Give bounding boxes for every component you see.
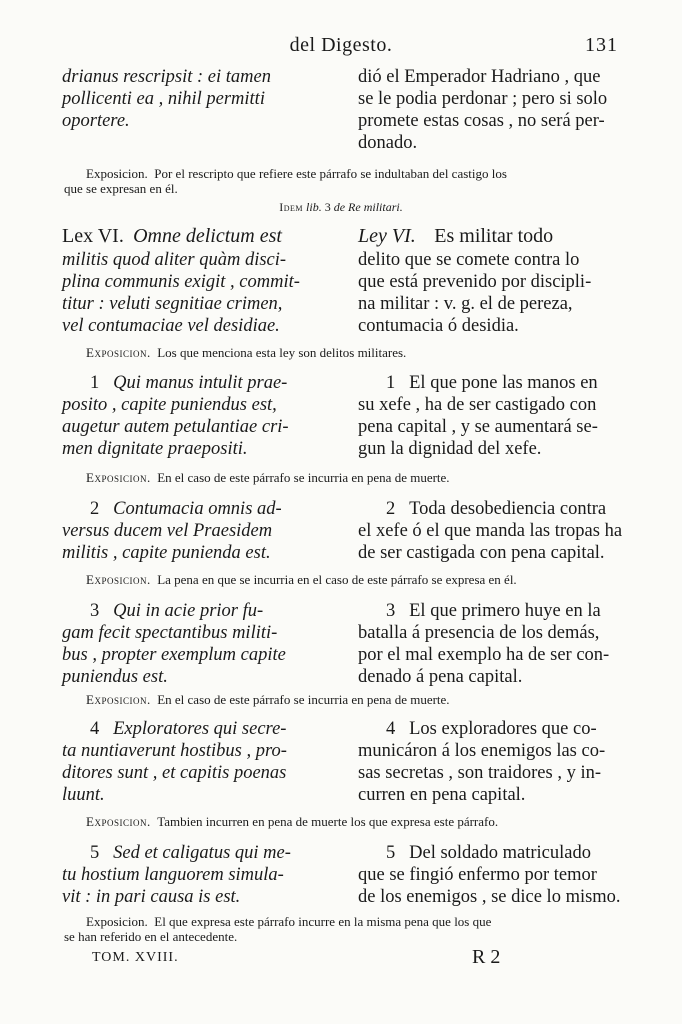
spanish-line: El que pone las manos en — [409, 373, 598, 393]
paragraph-number: 3 — [90, 601, 100, 621]
paragraph-number: 1 — [90, 373, 100, 393]
paragraph-2 — [62, 498, 624, 564]
latin-line: Qui in acie prior fu- — [113, 601, 264, 621]
page-number: 131 — [585, 34, 618, 56]
exposicion-label: Exposicion. — [86, 572, 151, 587]
exposicion-text: Tambien incurren en pena de muerte los que expresa este párrafo. — [157, 814, 499, 829]
spanish-line: contumacia ó desidia. — [358, 316, 519, 336]
exposicion-text: La pena en que se incurria en el caso de este párrafo se expresa en él. — [157, 572, 517, 587]
spanish-line: que se fingió enfermo por temor — [358, 865, 597, 885]
paragraph-number: 1 — [386, 373, 396, 393]
exposicion-label: Exposicion. — [86, 914, 148, 929]
exposicion-text: que se expresan en él. — [64, 181, 178, 196]
paragraph-number: 4 — [90, 719, 100, 739]
paragraph-number: 2 — [90, 499, 100, 519]
exposicion-note — [86, 692, 626, 707]
spanish-line: promete estas cosas , no será per- — [358, 111, 605, 131]
exposicion-text: En el caso de este párrafo se incurria en pena de muerte. — [157, 692, 450, 707]
spanish-line: se le podia perdonar ; pero si solo — [358, 89, 608, 109]
exposicion-label: Exposicion. — [86, 470, 151, 485]
exposicion-label: Exposicion. — [86, 166, 148, 181]
latin-line: vel contumaciae vel desidiae. — [62, 316, 280, 336]
lex-label: Lex VI. — [62, 225, 124, 247]
latin-line: Sed et caligatus qui me- — [113, 843, 291, 863]
paragraph-3 — [62, 600, 624, 688]
exposicion-text: El que expresa este párrafo incurre en la misma pena que los que — [154, 914, 492, 929]
latin-line: luunt. — [62, 785, 105, 805]
spanish-line: batalla á presencia de los demás, — [358, 623, 600, 643]
latin-line: ta nuntiaverunt hostibus , pro- — [62, 741, 287, 761]
spanish-column — [358, 498, 624, 564]
exposicion-note — [86, 345, 626, 360]
paragraph-number: 2 — [386, 499, 396, 519]
paragraph-number: 5 — [386, 843, 396, 863]
exposicion-note — [86, 470, 626, 485]
spanish-line: gun la dignidad del xefe. — [358, 439, 542, 459]
latin-line: posito , capite puniendus est, — [62, 395, 277, 415]
exposicion-text: se han referido en el antecedente. — [64, 929, 238, 944]
spanish-column — [358, 718, 624, 806]
paragraph-4 — [62, 718, 624, 806]
lib-label: lib. — [306, 200, 322, 214]
spanish-line: donado. — [358, 133, 418, 153]
latin-line: vit : in pari causa is est. — [62, 887, 241, 907]
latin-column — [62, 498, 332, 564]
idem-label: Idem — [279, 200, 304, 214]
exposicion-text: En el caso de este párrafo se incurria en pena de muerte. — [157, 470, 450, 485]
exposicion-note — [86, 572, 626, 587]
spanish-line: Toda desobediencia contra — [409, 499, 607, 519]
page-footer — [92, 946, 542, 974]
latin-line: oportere. — [62, 111, 130, 131]
spanish-line: pena capital , y se aumentará se- — [358, 417, 598, 437]
latin-column — [62, 600, 332, 688]
latin-line: Exploratores qui secre- — [113, 719, 287, 739]
running-title: del Digesto. — [289, 34, 393, 56]
latin-line: versus ducem vel Praesidem — [62, 521, 273, 541]
spanish-column — [358, 66, 624, 154]
latin-line: bus , propter exemplum capite — [62, 645, 286, 665]
spanish-line: que está prevenido por discipli- — [358, 272, 592, 292]
signature-mark: R 2 — [472, 946, 501, 968]
latin-line: Qui manus intulit prae- — [113, 373, 288, 393]
exposicion-note — [86, 814, 626, 829]
latin-line: Contumacia omnis ad- — [113, 499, 282, 519]
exposicion-label: Exposicion. — [86, 692, 151, 707]
spanish-line: El que primero huye en la — [409, 601, 601, 621]
spanish-line: Es militar todo — [434, 225, 554, 247]
spanish-line: curren en pena capital. — [358, 785, 526, 805]
spanish-line: de ser castigada con pena capital. — [358, 543, 605, 563]
latin-line: militis quod aliter quàm disci- — [62, 250, 287, 270]
latin-line: ditores sunt , et capitis poenas — [62, 763, 287, 783]
paragraph-1 — [62, 372, 624, 460]
paragraph-number: 4 — [386, 719, 396, 739]
spanish-column — [358, 224, 624, 337]
latin-line: men dignitate praepositi. — [62, 439, 248, 459]
de-label: de — [333, 200, 346, 214]
spanish-line: dió el Emperador Hadriano , que — [358, 67, 601, 87]
continuation-block — [62, 66, 624, 154]
spanish-line: denado á pena capital. — [358, 667, 523, 687]
spanish-column — [358, 372, 624, 460]
exposicion-note — [64, 166, 624, 196]
spanish-line: sas secretas , son traidores , y in- — [358, 763, 602, 783]
latin-column — [62, 66, 332, 154]
spanish-line: Del soldado matriculado — [409, 843, 591, 863]
latin-line: drianus rescripsit : ei tamen — [62, 67, 271, 87]
latin-line: militis , capite punienda est. — [62, 543, 271, 563]
latin-column — [62, 224, 332, 337]
spanish-line: de los enemigos , se dice lo mismo. — [358, 887, 621, 907]
source-title: Re militari. — [348, 200, 403, 214]
spanish-line: Los exploradores que co- — [409, 719, 597, 739]
exposicion-label: Exposicion. — [86, 814, 151, 829]
spanish-column — [358, 600, 624, 688]
latin-column — [62, 718, 332, 806]
spanish-line: su xefe , ha de ser castigado con — [358, 395, 597, 415]
page-header — [0, 34, 682, 62]
spanish-line: na militar : v. g. el de pereza, — [358, 294, 573, 314]
latin-line: tu hostium languorem simula- — [62, 865, 284, 885]
latin-column — [62, 372, 332, 460]
spanish-line: delito que se comete contra lo — [358, 250, 580, 270]
latin-line: augetur autem petulantiae cri- — [62, 417, 289, 437]
exposicion-label: Exposicion. — [86, 345, 151, 360]
lib-number: 3 — [324, 200, 331, 214]
latin-line: gam fecit spectantibus militi- — [62, 623, 278, 643]
exposicion-text: Por el rescripto que refiere este párrafo se indultaban del castigo los — [154, 166, 507, 181]
exposicion-note — [64, 914, 624, 944]
latin-line: puniendus est. — [62, 667, 168, 687]
spanish-column — [358, 842, 624, 908]
source-heading — [0, 200, 682, 215]
paragraph-5 — [62, 842, 624, 908]
paragraph-number: 5 — [90, 843, 100, 863]
ley-label: Ley VI. — [358, 225, 416, 247]
paragraph-number: 3 — [386, 601, 396, 621]
latin-line: pollicenti ea , nihil permitti — [62, 89, 265, 109]
spanish-line: municáron á los enemigos las co- — [358, 741, 606, 761]
volume-label: TOM. XVIII. — [92, 950, 179, 965]
spanish-line: por el mal exemplo ha de ser con- — [358, 645, 610, 665]
latin-line: plina communis exigit , commit- — [62, 272, 300, 292]
latin-line: Omne delictum est — [133, 225, 282, 247]
latin-column — [62, 842, 332, 908]
lex-block — [62, 224, 624, 337]
exposicion-text: Los que menciona esta ley son delitos militares. — [157, 345, 407, 360]
latin-line: titur : veluti segnitiae crimen, — [62, 294, 283, 314]
spanish-line: el xefe ó el que manda las tropas ha — [358, 521, 623, 541]
